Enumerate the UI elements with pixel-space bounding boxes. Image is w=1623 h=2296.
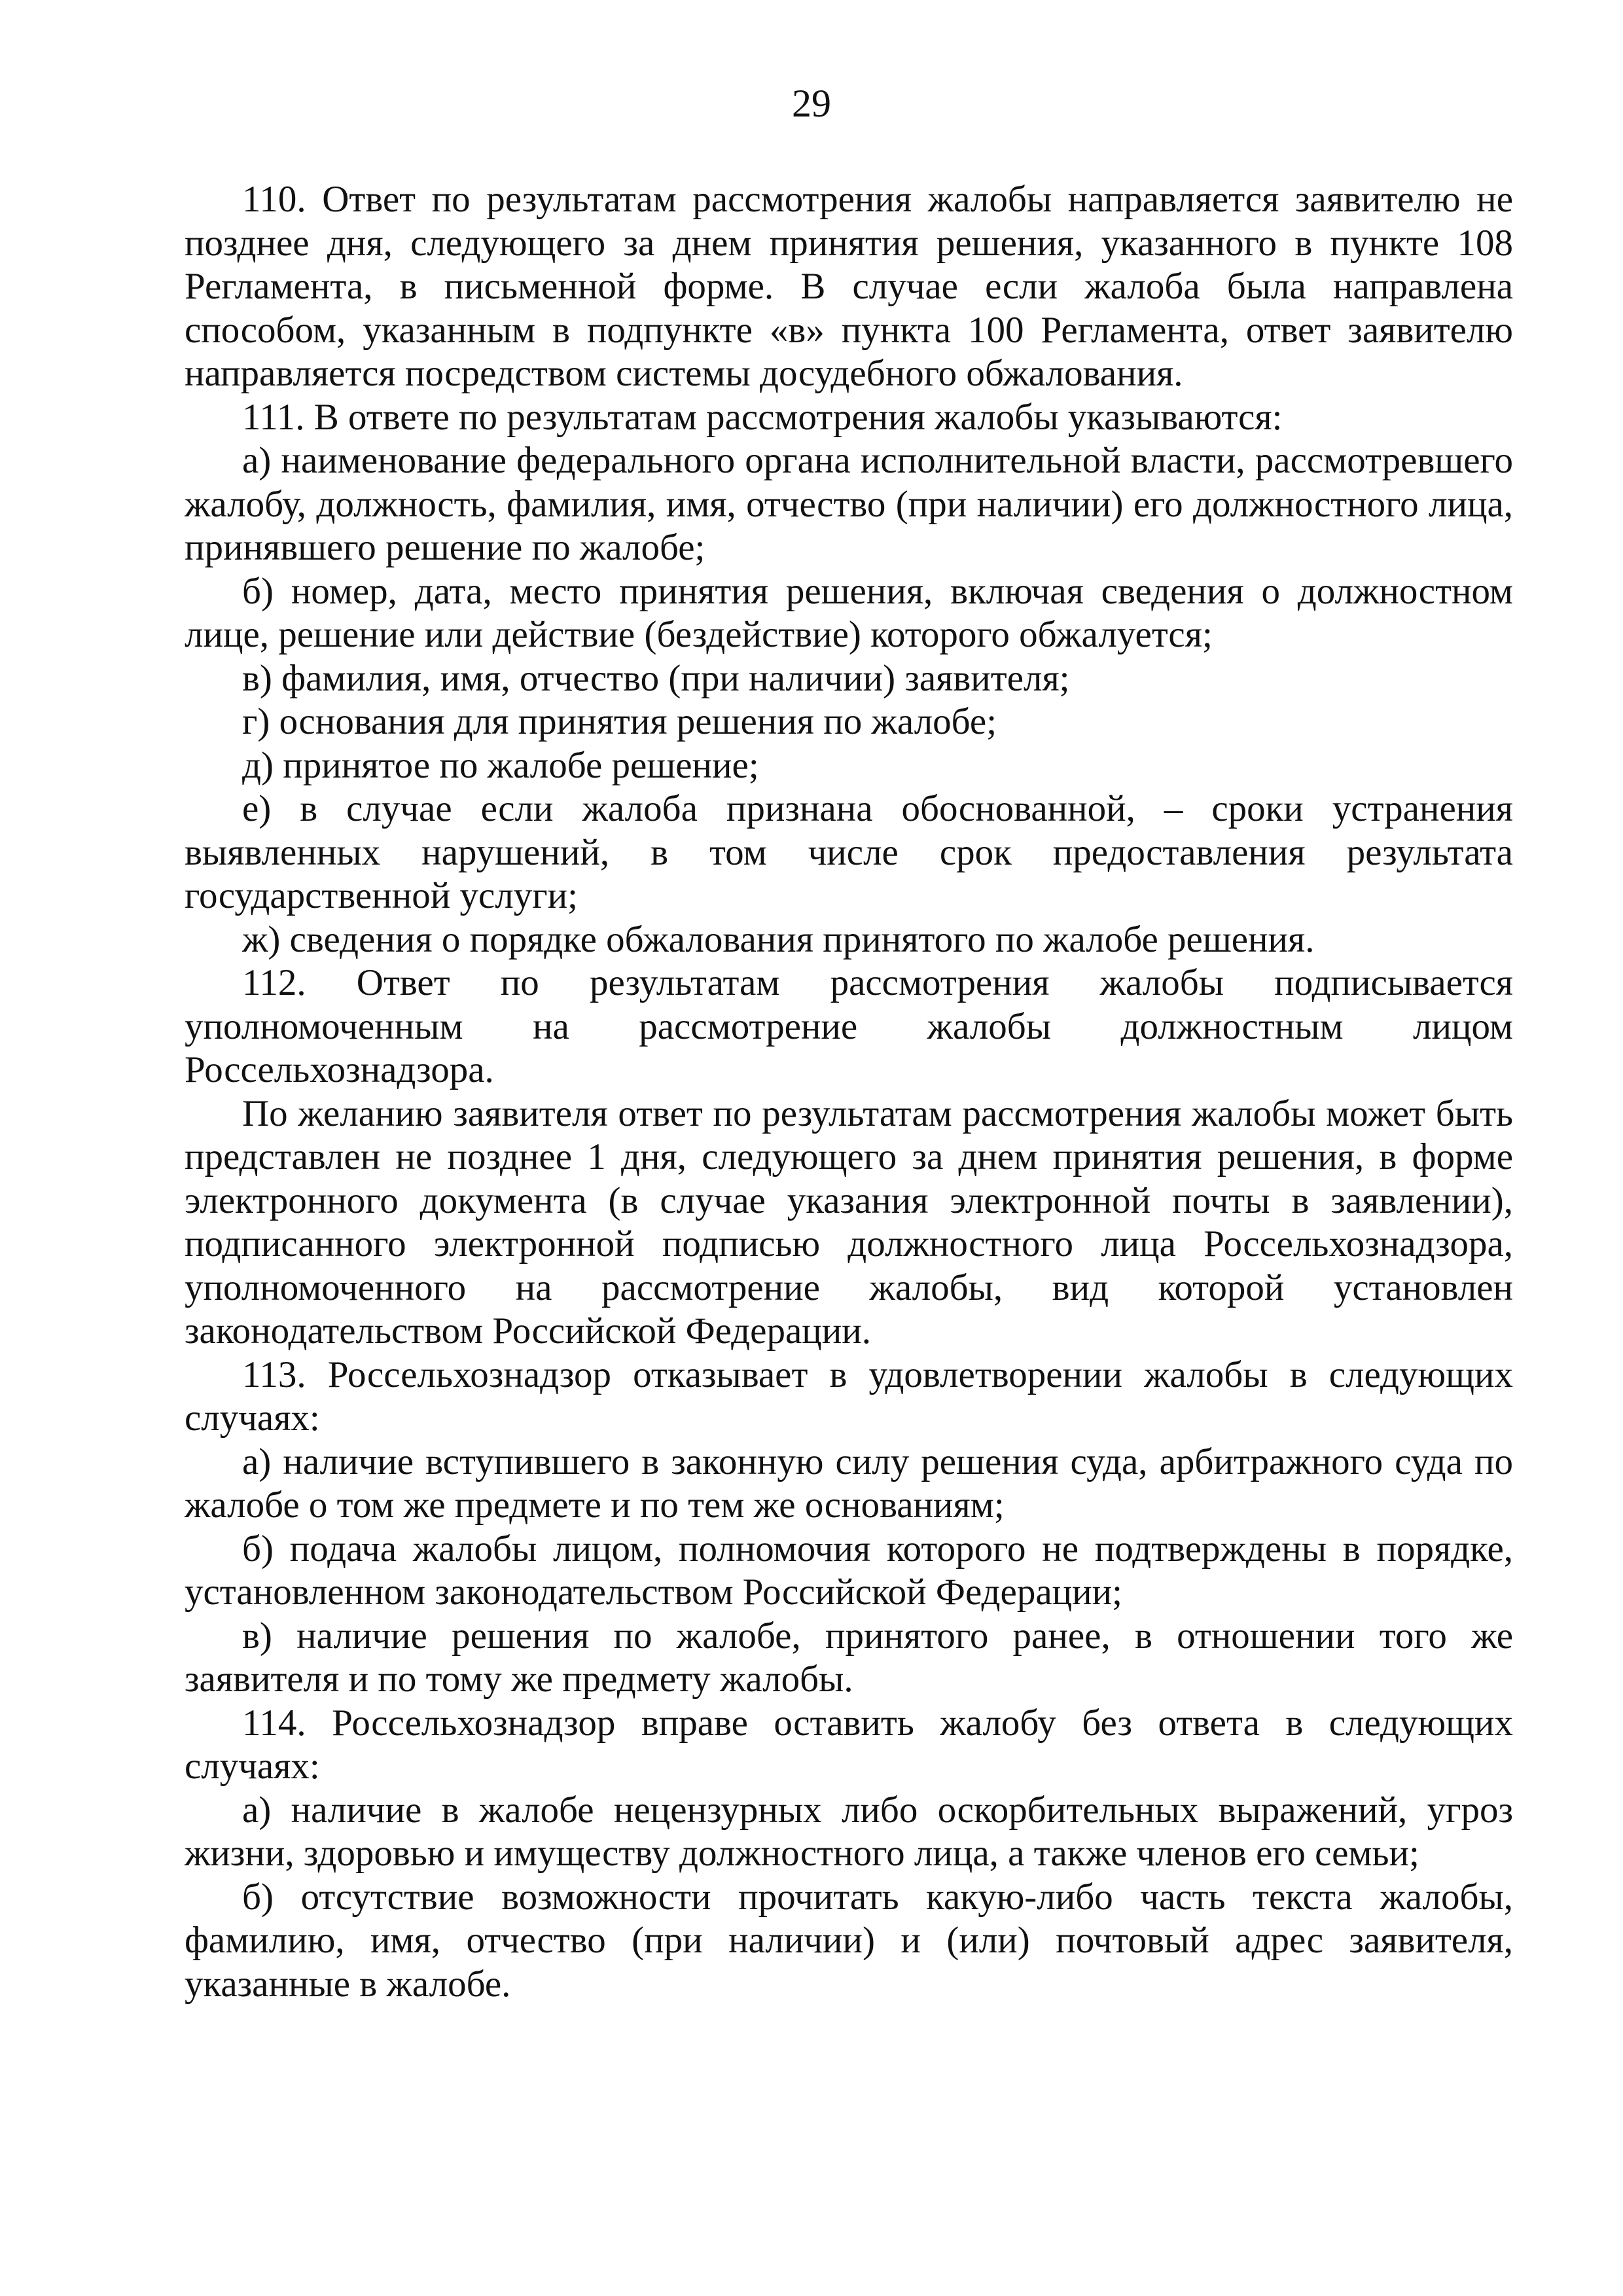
list-item-111-a: а) наименование федерального органа исполнительной власти, рассмотревшего жалобу, должность, фамилия, имя, отчество (при наличии) его должностного лица, принявшего решение по жалобе; (185, 440, 1513, 568)
list-item-111-b: б) номер, дата, место принятия решения, включая сведения о должностном лице, решение или действие (бездействие) которого обжалуется; (185, 570, 1513, 655)
list-item-111-g: г) основания для принятия решения по жалобе; (242, 701, 997, 742)
list-item-111-v: в) фамилия, имя, отчество (при наличии) заявителя; (242, 657, 1070, 699)
paragraph-113: 113. Россельхознадзор отказывает в удовлетворении жалобы в следующих случаях: (185, 1354, 1513, 1439)
list-item-113-v: в) наличие решения по жалобе, принятого ранее, в отношении того же заявителя и по тому же предмету жалобы. (185, 1615, 1513, 1700)
paragraph-111: 111. В ответе по результатам рассмотрения жалобы указываются: (242, 396, 1283, 438)
page-number: 29 (792, 82, 831, 125)
paragraph-112: 112. Ответ по результатам рассмотрения жалобы подписывается уполномоченным на рассмотрение жалобы должностным лицом Россельхознадзора. (185, 962, 1513, 1090)
paragraph-110: 110. Ответ по результатам рассмотрения жалобы направляется заявителю не позднее дня, следующего за днем принятия решения, указанного в пункте 108 Регламента, в письменной форме. В случае если жалоба была направлена способом, указанным в подпункте «в» пункта 100 Регламента, ответ заявителю направляется посредством системы досудебного обжалования. (185, 179, 1513, 394)
list-item-111-e: е) в случае если жалоба признана обоснованной, – сроки устранения выявленных нарушений, в том числе срок предоставления результата государственной услуги; (185, 788, 1513, 916)
paragraph-112-continued: По желанию заявителя ответ по результатам рассмотрения жалобы может быть представлен не позднее 1 дня, следующего за днем принятия решения, в форме электронного документа (в случае указания электронной почты в заявлении), подписанного электронной подписью должностного лица Россельхознадзора, уполномоченного на рассмотрение жалобы, вид которой установлен законодательством Российской Федерации. (185, 1092, 1513, 1352)
document-body (185, 178, 1513, 2006)
paragraph-114: 114. Россельхознадзор вправе оставить жалобу без ответа в следующих случаях: (185, 1702, 1513, 1787)
list-item-113-b: б) подача жалобы лицом, полномочия которого не подтверждены в порядке, установленном законодательством Российской Федерации; (185, 1528, 1513, 1613)
list-item-113-a: а) наличие вступившего в законную силу решения суда, арбитражного суда по жалобе о том же предмете и по тем же основаниям; (185, 1441, 1513, 1526)
list-item-114-b: б) отсутствие возможности прочитать какую-либо часть текста жалобы, фамилию, имя, отчество (при наличии) и (или) почтовый адрес заявителя, указанные в жалобе. (185, 1876, 1513, 2005)
list-item-111-zh: ж) сведения о порядке обжалования принятого по жалобе решения. (242, 918, 1315, 960)
list-item-111-d: д) принятое по жалобе решение; (242, 744, 759, 786)
list-item-114-a: а) наличие в жалобе нецензурных либо оскорбительных выражений, угроз жизни, здоровью и имуществу должностного лица, а также членов его семьи; (185, 1789, 1513, 1874)
